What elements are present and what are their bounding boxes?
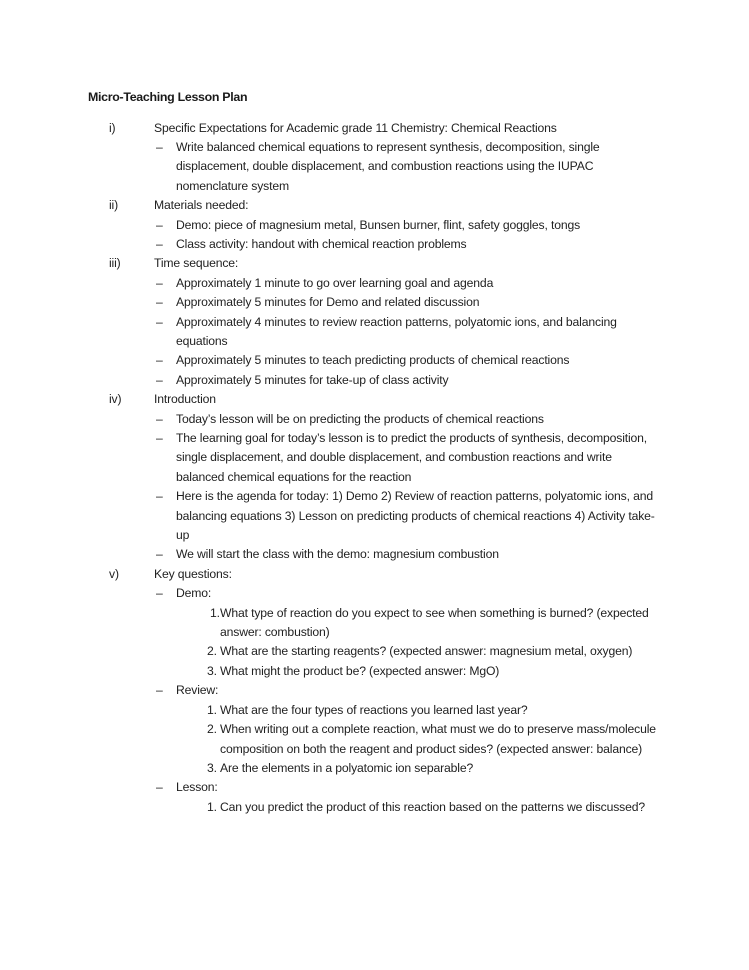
dash-bullet-icon: – <box>156 314 163 329</box>
list-item <box>156 410 656 429</box>
question-item <box>207 662 667 681</box>
dash-bullet-icon: – <box>156 372 163 387</box>
question-item <box>207 759 667 778</box>
section-specific-expectations <box>0 119 749 197</box>
question-item <box>207 720 667 759</box>
dash-bullet-icon: – <box>156 275 163 290</box>
question-group-label: Lesson: <box>176 780 218 795</box>
dash-bullet-icon: – <box>156 547 163 562</box>
question-item <box>207 604 667 643</box>
dash-bullet-icon: – <box>156 431 163 445</box>
list-item-text: Approximately 5 minutes for Demo and related discussion <box>176 295 480 310</box>
dash-bullet-icon: – <box>156 411 163 426</box>
section-numeral: i) <box>109 120 116 135</box>
section-key-questions <box>0 565 749 817</box>
list-item <box>156 293 656 312</box>
question-text: What might the product be? (expected answer: MgO) <box>220 663 500 678</box>
question-text: What are the four types of reactions you learned last year? <box>220 702 528 717</box>
list-item <box>156 351 656 370</box>
dash-bullet-icon: – <box>156 780 163 795</box>
section-numeral: ii) <box>109 198 119 213</box>
dash-bullet-icon: – <box>156 217 163 232</box>
question-text: What type of reaction do you expect to see when something is burned? (expected answer: combustion) <box>220 605 649 640</box>
question-group-label: Review: <box>176 683 219 698</box>
question-group-demo <box>156 584 749 603</box>
list-item <box>156 487 656 545</box>
question-list <box>207 798 667 817</box>
list-item <box>156 235 656 254</box>
dash-bullet-icon: – <box>156 683 163 698</box>
question-item <box>207 701 667 720</box>
question-text: Can you predict the product of this reaction based on the patterns we discussed? <box>220 799 645 814</box>
question-text: When writing out a complete reaction, what must we do to preserve mass/molecule composition on both the reagent and product sides? (expected answer: balance) <box>220 722 656 756</box>
lesson-sections <box>0 119 749 818</box>
list-item-text: Demo: piece of magnesium metal, Bunsen burner, flint, safety goggles, tongs <box>176 217 581 232</box>
list-item <box>156 274 656 293</box>
list-item <box>156 371 656 390</box>
question-group-lesson <box>156 778 749 797</box>
dash-bullet-icon: – <box>156 139 163 154</box>
dash-bullet-icon: – <box>156 353 163 368</box>
dash-bullet-icon: – <box>156 295 163 310</box>
question-text: What are the starting reagents? (expected answer: magnesium metal, oxygen) <box>220 644 633 659</box>
section-heading: Specific Expectations for Academic grade 11 Chemistry: Chemical Reactions <box>154 120 557 135</box>
list-item-text: Write balanced chemical equations to represent synthesis, decomposition, single displacement, double displacement, and combustion reactions using the IUPAC nomenclature system <box>176 139 600 193</box>
list-item-text: Approximately 1 minute to go over learning goal and agenda <box>176 275 494 290</box>
section-time-sequence <box>0 254 749 390</box>
list-item-text: The learning goal for today’s lesson is to predict the products of synthesis, decomposition, single displacement, and double displacement, and combustion reactions and write balanced chemical equations for the reaction <box>176 431 648 484</box>
list-item-text: Approximately 5 minutes to teach predicting products of chemical reactions <box>176 353 570 368</box>
section-numeral: v) <box>109 566 119 581</box>
list-item-text: Approximately 4 minutes to review reaction patterns, polyatomic ions, and balancing equations <box>176 314 617 348</box>
question-number: 2. <box>207 644 217 659</box>
question-number: 1. <box>207 702 217 717</box>
section-materials <box>0 196 749 254</box>
list-item <box>156 313 656 352</box>
list-item-text: Class activity: handout with chemical reaction problems <box>176 236 467 251</box>
section-heading: Time sequence: <box>154 256 239 271</box>
list-item <box>156 429 656 487</box>
section-numeral: iii) <box>109 256 121 271</box>
list-item-text: Here is the agenda for today: 1) Demo 2) Review of reaction patterns, polyatomic ions, and balancing equations 3) Lesson on predicting products of chemical reactions 4) Activity take-up <box>176 489 655 543</box>
question-number: 1. <box>210 605 220 620</box>
question-item <box>207 798 667 817</box>
list-item <box>156 545 656 564</box>
section-heading: Introduction <box>154 392 216 407</box>
list-item-text: Approximately 5 minutes for take-up of class activity <box>176 372 449 387</box>
dash-bullet-icon: – <box>156 489 163 504</box>
list-item <box>156 216 656 235</box>
dash-bullet-icon: – <box>156 586 163 601</box>
list-item <box>156 138 656 196</box>
question-number: 2. <box>207 722 217 737</box>
question-list <box>207 604 667 682</box>
section-heading: Key questions: <box>154 566 232 581</box>
section-introduction <box>0 390 749 565</box>
question-group-review <box>156 681 749 700</box>
question-number: 3. <box>207 760 217 775</box>
list-item-text: Today’s lesson will be on predicting the products of chemical reactions <box>176 411 544 426</box>
question-number: 1. <box>207 799 217 814</box>
list-item-text: We will start the class with the demo: magnesium combustion <box>176 547 499 562</box>
question-list <box>207 701 667 779</box>
question-text: Are the elements in a polyatomic ion separable? <box>220 760 474 775</box>
question-number: 3. <box>207 663 217 678</box>
section-numeral: iv) <box>109 392 122 407</box>
section-heading: Materials needed: <box>154 198 249 213</box>
document-title: Micro-Teaching Lesson Plan <box>88 90 248 104</box>
dash-bullet-icon: – <box>156 236 163 251</box>
question-item <box>207 642 667 661</box>
question-group-label: Demo: <box>176 586 212 601</box>
